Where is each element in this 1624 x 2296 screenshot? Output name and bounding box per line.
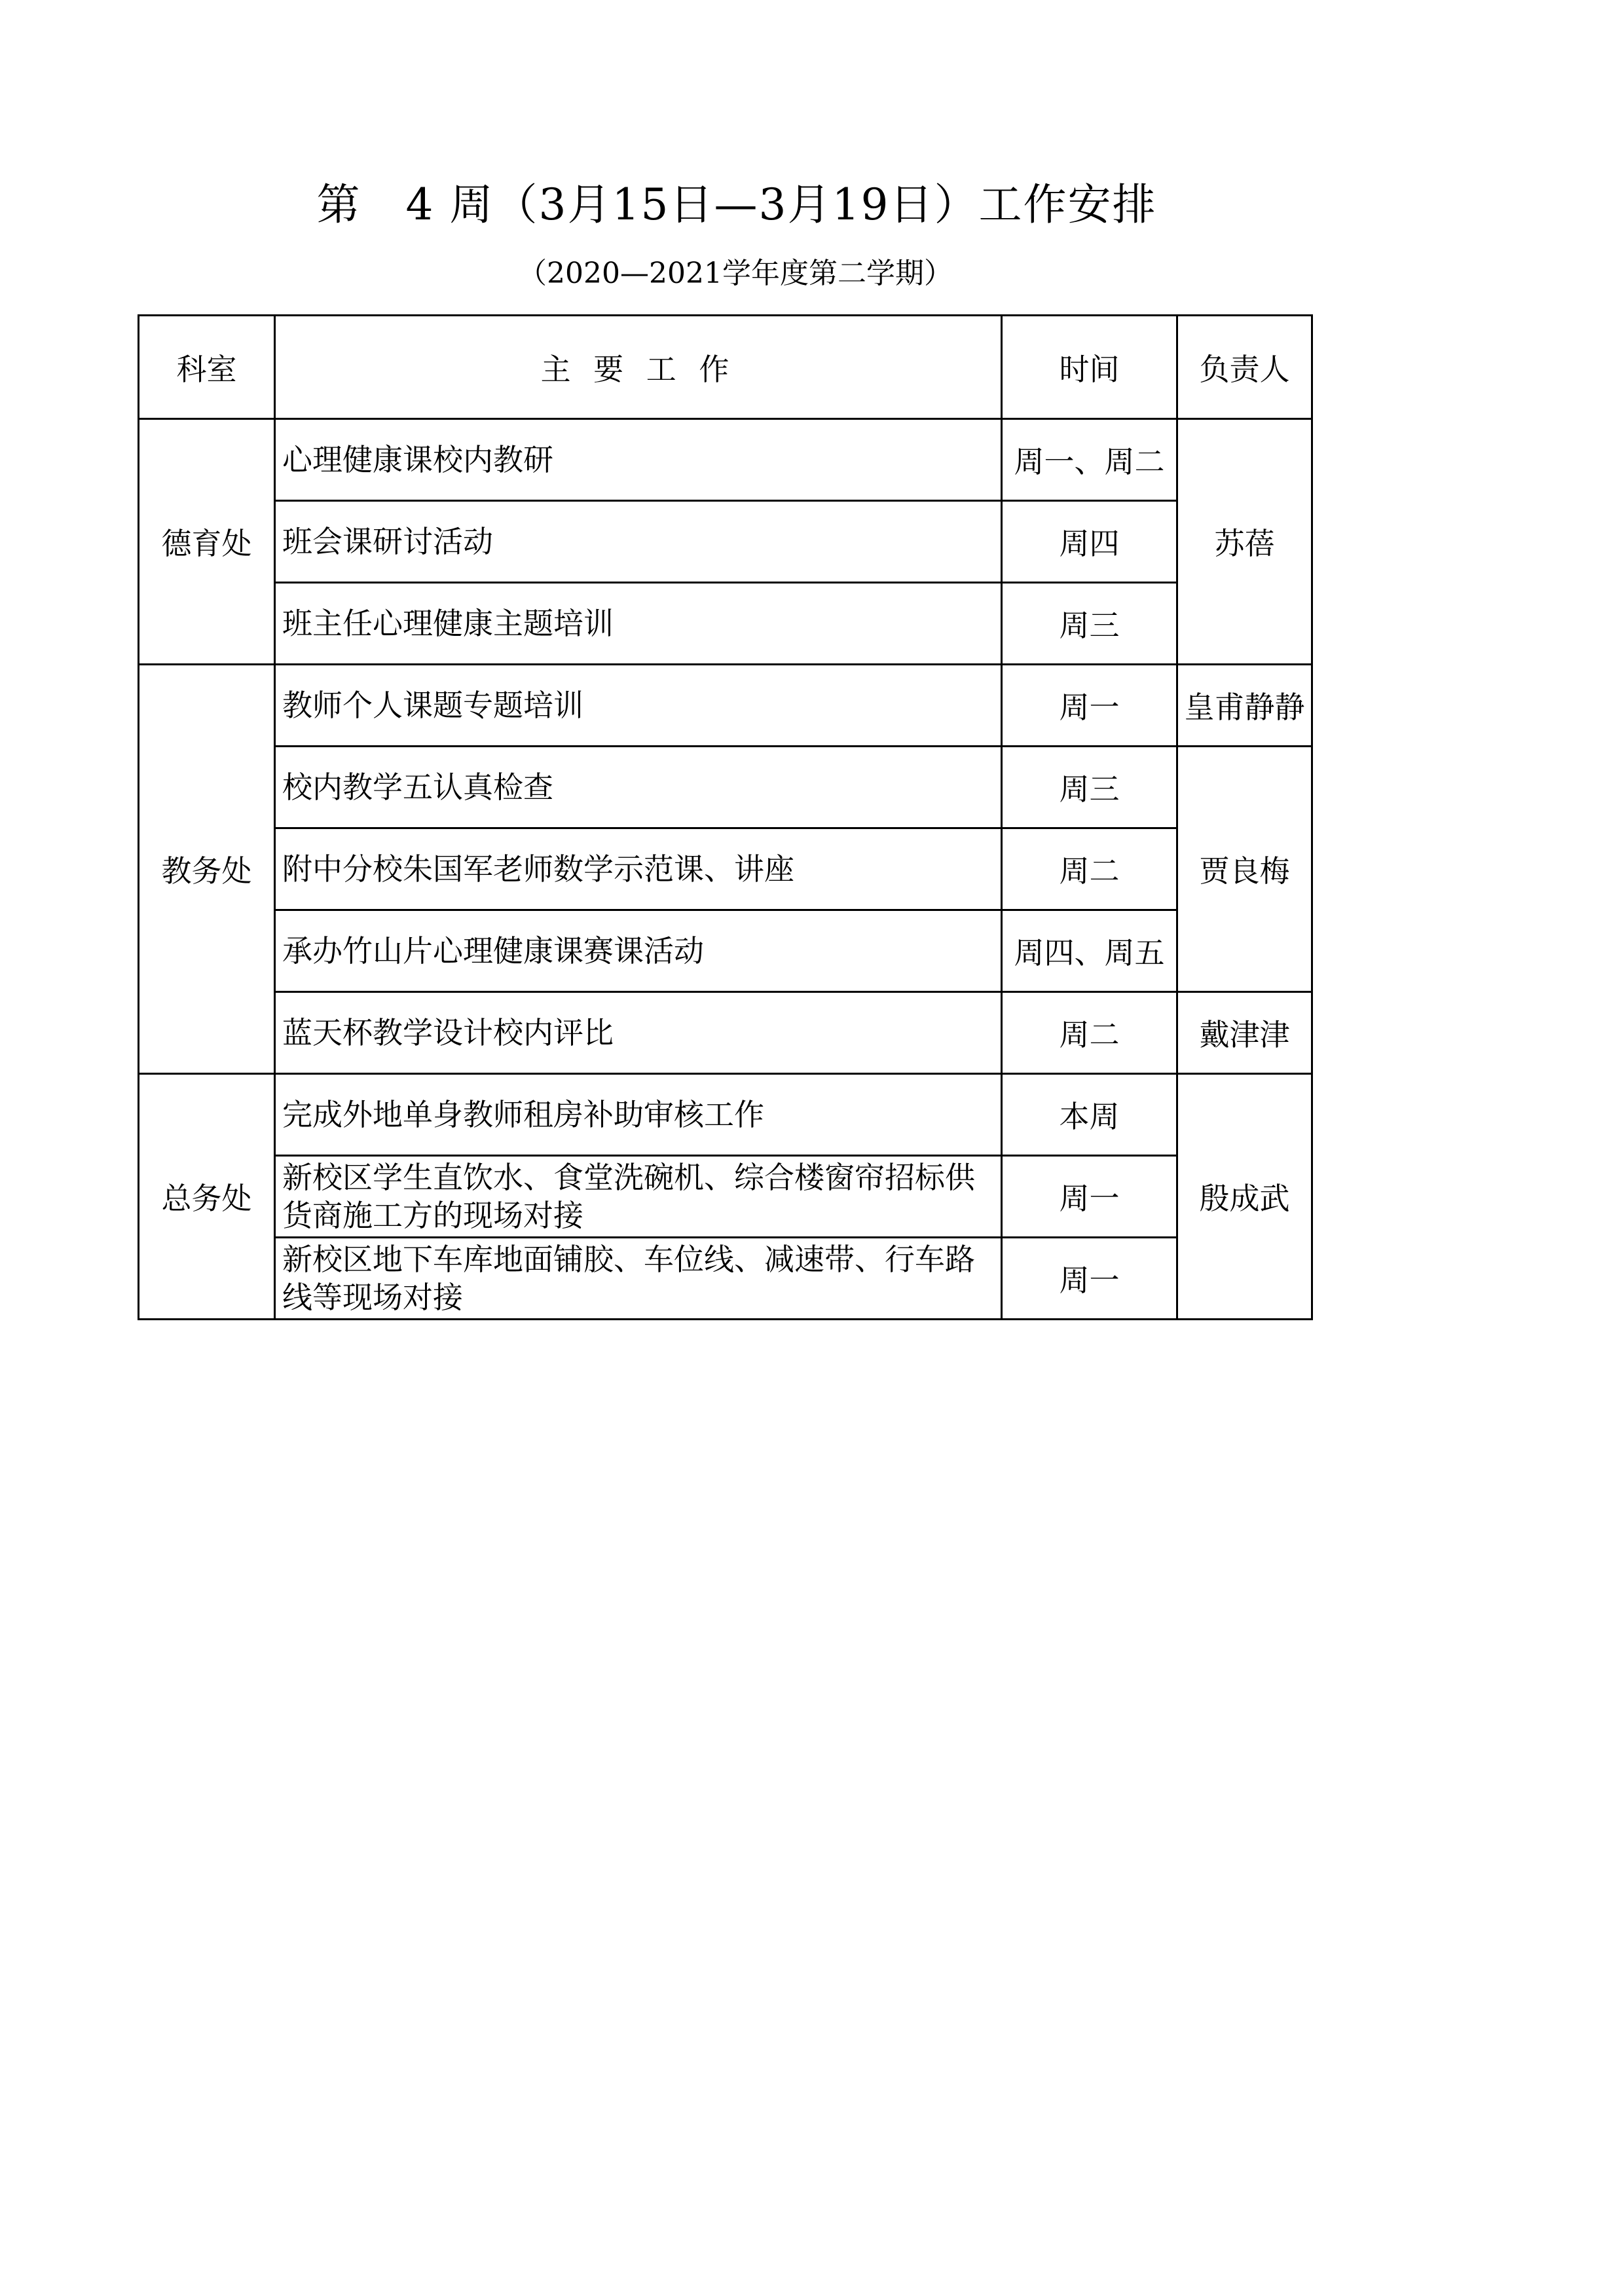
table-row [139,828,1312,910]
time-cell: 周四 [1002,501,1177,583]
table-row [139,910,1312,992]
department-cell: 德育处 [139,419,275,665]
task-cell: 新校区学生直饮水、食堂洗碗机、综合楼窗帘招标供货商施工方的现场对接 [275,1156,1002,1238]
time-cell: 周二 [1002,992,1177,1074]
column-header-responsible: 负责人 [1177,316,1312,419]
task-cell: 完成外地单身教师租房补助审核工作 [275,1074,1002,1156]
responsible-cell: 戴津津 [1177,992,1312,1074]
task-cell: 班主任心理健康主题培训 [275,583,1002,665]
table-row [139,665,1312,747]
column-header-department: 科室 [139,316,275,419]
page-title: 第 4 周（3月15日—3月19日）工作安排 [316,179,1157,230]
column-header-time: 时间 [1002,316,1177,419]
time-cell: 周一、周二 [1002,419,1177,501]
department-cell: 教务处 [139,665,275,1074]
task-cell: 校内教学五认真检查 [275,747,1002,828]
column-header-main-work: 主 要 工 作 [275,316,1002,419]
task-cell: 班会课研讨活动 [275,501,1002,583]
responsible-cell: 贾良梅 [1177,747,1312,992]
time-cell: 周三 [1002,583,1177,665]
table-row [139,747,1312,828]
table-row [139,1156,1312,1238]
task-cell: 新校区地下车库地面铺胶、车位线、减速带、行车路线等现场对接 [275,1238,1002,1320]
table-row [139,992,1312,1074]
table-row [139,501,1312,583]
responsible-cell: 苏蓓 [1177,419,1312,665]
responsible-cell: 皇甫静静 [1177,665,1312,747]
table-header-row [139,316,1312,419]
responsible-cell: 殷成武 [1177,1074,1312,1320]
time-cell: 周四、周五 [1002,910,1177,992]
task-cell: 教师个人课题专题培训 [275,665,1002,747]
task-cell: 附中分校朱国军老师数学示范课、讲座 [275,828,1002,910]
table-row [139,419,1312,501]
time-cell: 周二 [1002,828,1177,910]
table-row [139,583,1312,665]
time-cell: 周三 [1002,747,1177,828]
time-cell: 周一 [1002,1238,1177,1320]
time-cell: 周一 [1002,1156,1177,1238]
table-row [139,1074,1312,1156]
time-cell: 周一 [1002,665,1177,747]
time-cell: 本周 [1002,1074,1177,1156]
task-cell: 承办竹山片心理健康课赛课活动 [275,910,1002,992]
table-row [139,1238,1312,1320]
page-subtitle: （2020—2021学年度第二学期） [518,257,953,290]
department-cell: 总务处 [139,1074,275,1320]
schedule-table [138,314,1313,1320]
task-cell: 蓝天杯教学设计校内评比 [275,992,1002,1074]
task-cell: 心理健康课校内教研 [275,419,1002,501]
